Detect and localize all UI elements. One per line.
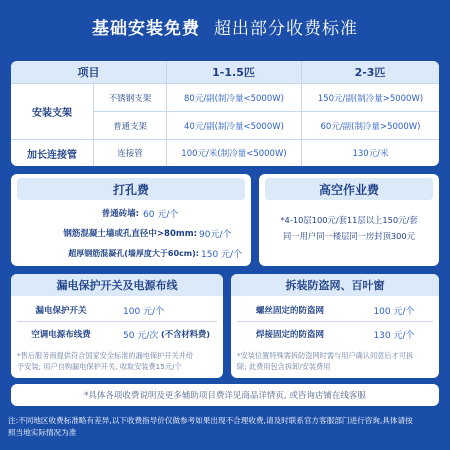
leakage-price: 50 元/次 <box>123 330 159 341</box>
price-cell: 80元/副(制冷量<5000W) <box>184 93 284 104</box>
high-altitude-card <box>259 174 439 266</box>
note-line: *安装位置特殊需拆防盗网时需与用户确认同意后才可拆 <box>237 351 414 360</box>
antitheft-label: 螺丝固定的防盗网 <box>255 306 324 316</box>
drilling-label: 普通砖墙: <box>101 209 139 219</box>
drilling-label: 钢筋混凝土墙或孔直径中>80mm: <box>63 229 197 239</box>
section-title: 漏电保护开关及电源布线 <box>11 274 223 296</box>
page-header <box>0 0 450 52</box>
leakage-extra: (不含材料费) <box>161 329 211 339</box>
price-cell: 130元/米 <box>352 149 389 159</box>
footer-disclaimer <box>0 412 450 450</box>
details-note-bar <box>11 384 439 406</box>
column-header-small: 1-1.5匹 <box>212 66 255 79</box>
group-label-bracket: 安装支架 <box>32 108 72 119</box>
antitheft-price: 130 元/个 <box>373 330 415 341</box>
drilling-price: 60 元/个 <box>143 209 179 220</box>
divider <box>237 321 433 322</box>
leakage-card <box>11 274 223 378</box>
column-header-item: 项目 <box>77 66 100 79</box>
bracket-pipe-table <box>11 61 439 166</box>
leakage-price: 100 元/个 <box>123 306 165 317</box>
section-title: 拆装防盗网、百叶窗 <box>231 274 439 296</box>
antitheft-price: 100 元/个 <box>373 306 415 317</box>
details-note: *具体各项收费说明及更多辅助项目费详见商品详情页, 或咨询店铺在线客服 <box>84 391 366 401</box>
group-label-pipe: 加长连接管 <box>27 149 77 161</box>
antitheft-note <box>237 350 437 372</box>
price-cell: 100元/米(制冷量<5000W) <box>181 149 287 159</box>
drilling-label: 超厚钢筋混凝孔(墙厚度大于60cm): <box>68 248 199 258</box>
drilling-price: 150 元/个 <box>201 249 243 260</box>
leakage-label: 漏电保护开关 <box>35 306 87 316</box>
price-cell: 60元/副(制冷量>5000W) <box>320 121 421 132</box>
leakage-note <box>17 350 221 372</box>
leakage-label: 空调电源布线费 <box>31 330 91 340</box>
footer-line: 照当地实际情况为准 <box>8 428 77 437</box>
row-label: 普通支架 <box>112 121 147 132</box>
section-title: 打孔费 <box>17 178 245 200</box>
page-subtitle: 超出部分收费标准 <box>214 18 358 39</box>
drilling-price: 90元/个 <box>199 229 232 240</box>
footer-line: 注:不同地区收费标准略有差异,以下收费指导价仅做参考如果出现不合理收费,请及时联系官方客服部门进行咨询,具体请按 <box>8 416 413 425</box>
divider <box>17 321 217 322</box>
note-line: 除; 此费用包含拆卸/安装费用 <box>237 362 331 371</box>
price-cell: 40元/副(制冷量<5000W) <box>184 121 284 132</box>
note-line: *售后服务商提供符合国家安全标准的漏电保护开关并给 <box>17 351 194 360</box>
high-altitude-line: 同一用户同一楼层同一房封顶300元 <box>283 231 415 241</box>
row-label: 不锈钢支架 <box>108 93 152 104</box>
note-line: 予安装; 用户自购漏电保护开关, 收取安装费15元/个 <box>17 362 182 371</box>
price-cell: 150元/副(制冷量>5000W) <box>317 93 424 104</box>
high-altitude-line: *4-10层100元/套11层以上150元/套 <box>280 215 418 225</box>
column-header-large: 2-3匹 <box>354 66 386 79</box>
antitheft-label: 焊接固定的防盗网 <box>255 330 324 340</box>
drilling-fee-card <box>11 174 251 266</box>
antitheft-card <box>231 274 439 378</box>
section-title: 高空作业费 <box>265 178 433 200</box>
row-label: 连接管 <box>117 149 143 159</box>
page-title: 基础安装免费 <box>92 18 200 39</box>
